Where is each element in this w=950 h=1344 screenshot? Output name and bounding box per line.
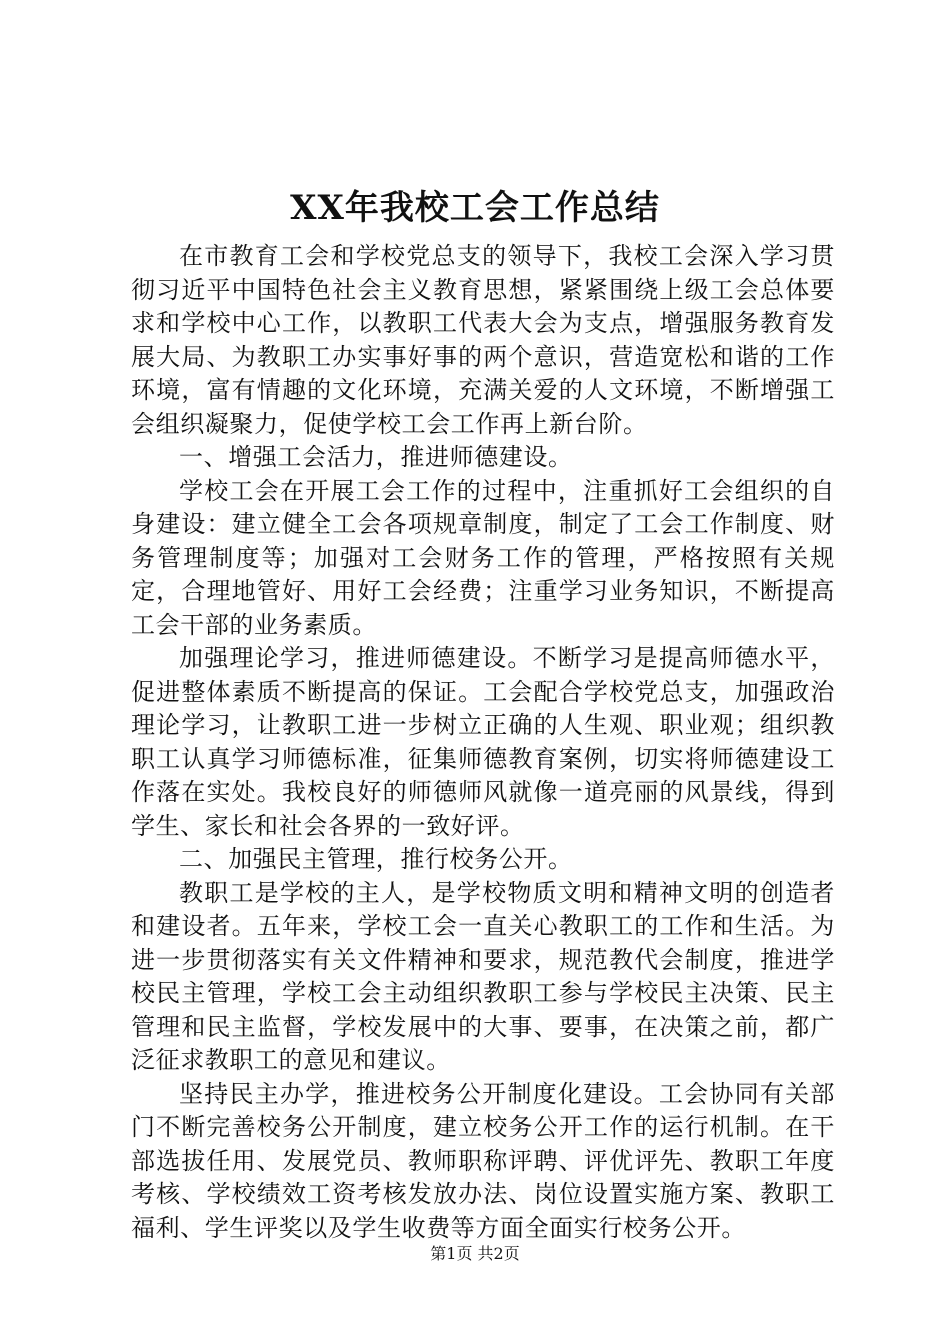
- paragraph-intro: 在市教育工会和学校党总支的领导下，我校工会深入学习贯彻习近平中国特色社会主义教育思想，紧紧围绕上级工会总体要求和学校中心工作，以教职工代表大会为支点，增强服务教育发展大局、为教职工办实事好事的两个意识，营造宽松和谐的工作环境，富有情趣的文化环境，充满关爱的人文环境，不断增强工会组织凝聚力，促使学校工会工作再上新台阶。: [131, 242, 835, 438]
- paragraph-school-affairs-openness: 坚持民主办学，推进校务公开制度化建设。工会协同有关部门不断完善校务公开制度，建立校务公开工作的运行机制。在干部选拔任用、发展党员、教师职称评聘、评优评先、教职工年度考核、学校绩效工资考核发放办法、岗位设置实施方案、教职工福利、学生评奖以及学生收费等方面全面实行校务公开。: [131, 1079, 835, 1242]
- paragraph-ethics-study: 加强理论学习，推进师德建设。不断学习是提高师德水平，促进整体素质不断提高的保证。工会配合学校党总支，加强政治理论学习，让教职工进一步树立正确的人生观、职业观；组织教职工认真学习师德标准，征集师德教育案例，切实将师德建设工作落在实处。我校良好的师德师风就像一道亮丽的风景线，得到学生、家长和社会各界的一致好评。: [131, 644, 835, 840]
- section-heading-2: 二、加强民主管理，推行校务公开。: [179, 845, 573, 873]
- paragraph-democratic-management: 教职工是学校的主人，是学校物质文明和精神文明的创造者和建设者。五年来，学校工会一直关心教职工的工作和生活。为进一步贯彻落实有关文件精神和要求，规范教代会制度，推进学校民主管理，学校工会主动组织教职工参与学校民主决策、民主管理和民主监督，学校发展中的大事、要事，在决策之前，都广泛征求教职工的意见和建议。: [131, 878, 835, 1074]
- page-number-footer: 第1页 共2页: [430, 1244, 520, 1263]
- section-heading-1: 一、增强工会活力，推进师德建设。: [179, 443, 573, 471]
- paragraph-union-building: 学校工会在开展工会工作的过程中，注重抓好工会组织的自身建设：建立健全工会各项规章制度，制定了工会工作制度、财务管理制度等；加强对工会财务工作的管理，严格按照有关规定，合理地管好、用好工会经费；注重学习业务知识，不断提高工会干部的业务素质。: [131, 476, 835, 639]
- document-title: XX年我校工会工作总结: [290, 188, 660, 228]
- document-body: [131, 240, 835, 1245]
